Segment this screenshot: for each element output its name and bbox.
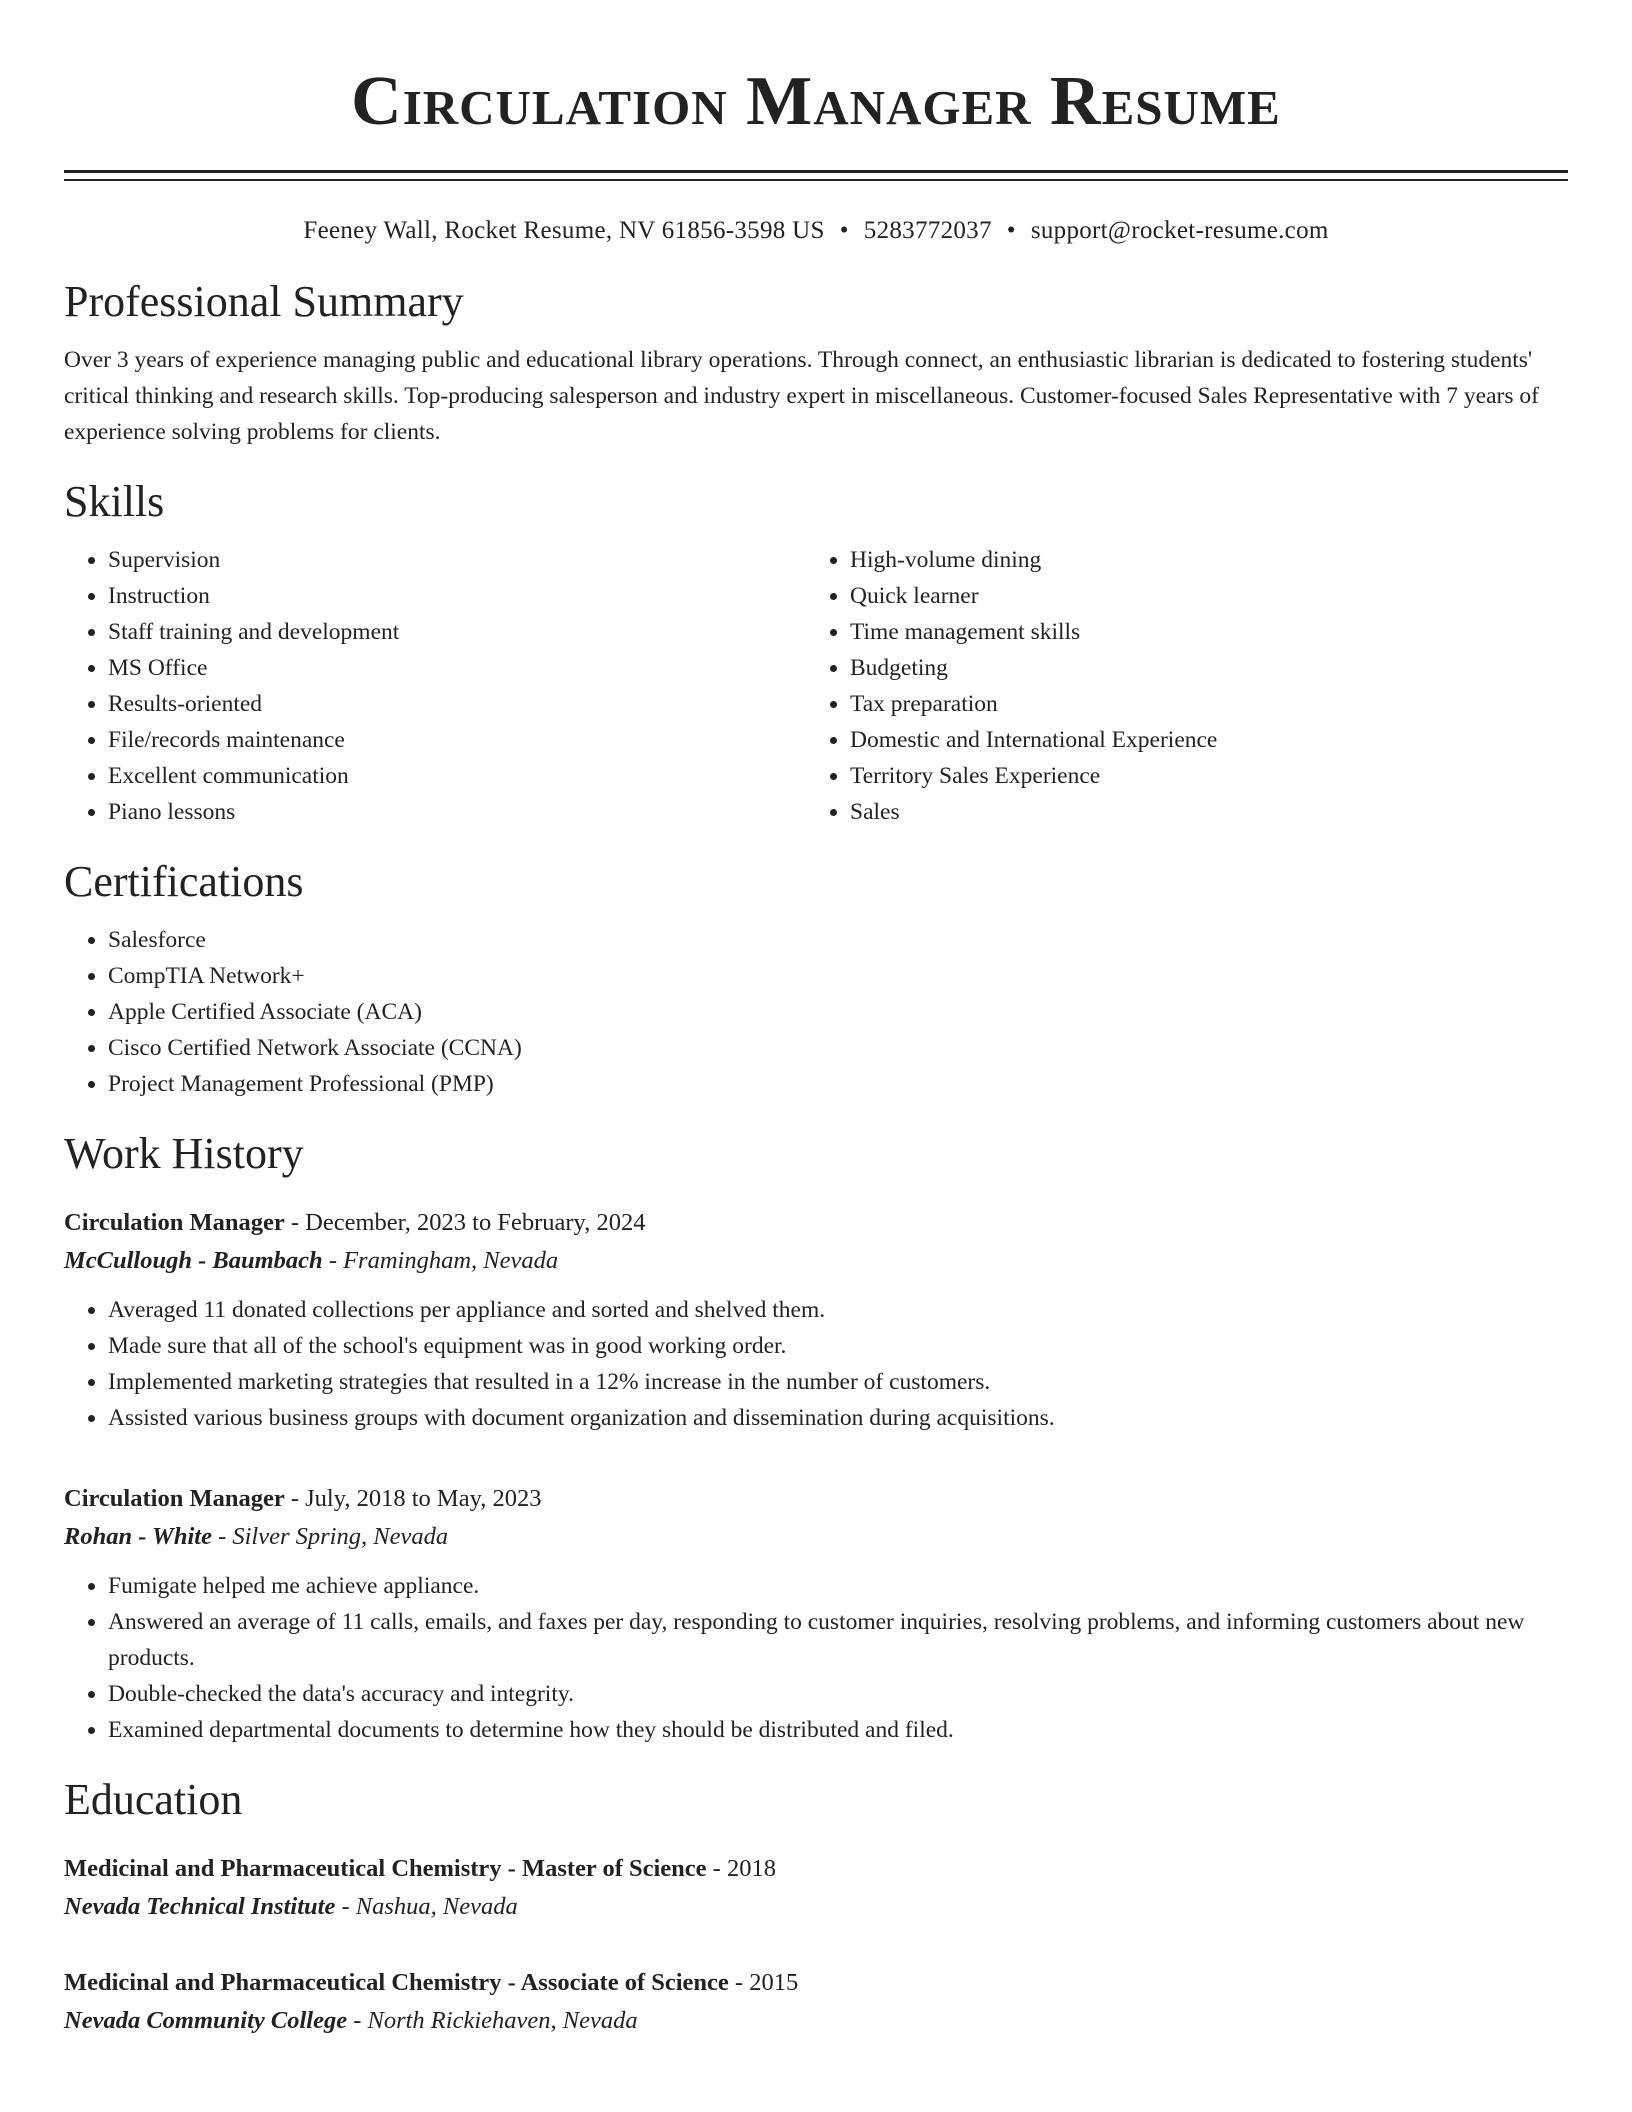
certification-item: • Salesforce — [108, 922, 1568, 958]
job-bullet: • Double-checked the data's accuracy and integrity. — [108, 1676, 1568, 1712]
skills-column-right — [806, 542, 1548, 830]
contact-email: support@rocket-resume.com — [1030, 217, 1329, 244]
certification-item: • CompTIA Network+ — [108, 958, 1568, 994]
skill-item: • File/records maintenance — [108, 722, 806, 758]
education-degree: Medicinal and Pharmaceutical Chemistry - Master of Science — [64, 1855, 707, 1882]
education-heading — [64, 1964, 1568, 2002]
skill-item: • Domestic and International Experience — [850, 722, 1548, 758]
job-dates: - December, 2023 to February, 2024 — [284, 1209, 646, 1236]
job-role: Circulation Manager — [64, 1485, 285, 1512]
summary-text: Over 3 years of experience managing public and educational library operations. Through connect, an enthusiastic librarian is dedicated to fostering students' critical thinking and research skills. Top-producing salesperson and industry expert in miscellaneous. Customer-focused Sales Representative with 7 years of experience solving problems for clients. — [64, 347, 1539, 445]
skill-item: • Quick learner — [850, 578, 1548, 614]
section-title-work-history: Work History — [64, 1129, 304, 1178]
job-bullet: • Examined departmental documents to determine how they should be distributed and filed. — [108, 1712, 1568, 1748]
skill-item: • Results-oriented — [108, 686, 806, 722]
resume-title: Circulation Manager Resume — [351, 63, 1281, 140]
education-location: - North Rickiehaven, Nevada — [347, 2007, 638, 2034]
education-school: Nevada Technical Institute — [64, 1893, 336, 1920]
job-bullet: • Assisted various business groups with document organization and dissemination during acquisitions. — [108, 1400, 1568, 1436]
skills-list — [64, 542, 1568, 830]
skill-item: • Excellent communication — [108, 758, 806, 794]
job-heading — [64, 1480, 1568, 1518]
section-title-certifications: Certifications — [64, 857, 304, 906]
education-degree: Medicinal and Pharmaceutical Chemistry - Associate of Science — [64, 1969, 729, 1996]
skill-item: • Supervision — [108, 542, 806, 578]
certification-item: • Cisco Certified Network Associate (CCNA) — [108, 1030, 1568, 1066]
education-institution — [64, 1888, 1568, 1926]
contact-phone: 5283772037 — [863, 217, 992, 244]
job-entry — [64, 1204, 1568, 1436]
education-year: - 2018 — [706, 1855, 776, 1882]
certifications-list — [64, 922, 1568, 1102]
skill-item: • Instruction — [108, 578, 806, 614]
job-heading — [64, 1204, 1568, 1242]
job-company: McCullough - Baumbach — [64, 1247, 323, 1274]
job-bullets — [64, 1292, 1568, 1436]
job-role: Circulation Manager — [64, 1209, 285, 1236]
job-bullets — [64, 1568, 1568, 1748]
skill-item: • Territory Sales Experience — [850, 758, 1548, 794]
contact-separator: • — [1006, 217, 1016, 244]
education-entry — [64, 1850, 1568, 1926]
education-school: Nevada Community College — [64, 2007, 348, 2034]
skill-item: • Sales — [850, 794, 1548, 830]
job-employer — [64, 1518, 1568, 1556]
job-dates: - July, 2018 to May, 2023 — [284, 1485, 542, 1512]
job-bullet: • Made sure that all of the school's equipment was in good working order. — [108, 1328, 1568, 1364]
job-bullet: • Answered an average of 11 calls, emails, and faxes per day, responding to customer inquiries, resolving problems, and informing customers about new products. — [108, 1604, 1568, 1676]
contact-address: Feeney Wall, Rocket Resume, NV 61856-3598 US — [303, 217, 825, 244]
education-location: - Nashua, Nevada — [335, 1893, 518, 1920]
job-company: Rohan - White — [64, 1523, 212, 1550]
job-employer — [64, 1242, 1568, 1280]
skill-item: • Tax preparation — [850, 686, 1548, 722]
section-title-education: Education — [64, 1775, 243, 1824]
skill-item: • Budgeting — [850, 650, 1548, 686]
job-bullet: • Averaged 11 donated collections per appliance and sorted and shelved them. — [108, 1292, 1568, 1328]
skill-item: • Piano lessons — [108, 794, 806, 830]
certification-item: • Project Management Professional (PMP) — [108, 1066, 1568, 1102]
job-location: - Silver Spring, Nevada — [211, 1523, 449, 1550]
skill-item: • Staff training and development — [108, 614, 806, 650]
title-divider — [64, 170, 1568, 181]
skill-item: • MS Office — [108, 650, 806, 686]
job-entry — [64, 1480, 1568, 1748]
skills-column-left — [64, 542, 806, 830]
job-bullet: • Fumigate helped me achieve appliance. — [108, 1568, 1568, 1604]
job-bullet: • Implemented marketing strategies that resulted in a 12% increase in the number of customers. — [108, 1364, 1568, 1400]
section-title-skills: Skills — [64, 477, 165, 526]
contact-separator: • — [839, 217, 849, 244]
contact-line — [64, 214, 1568, 248]
divider-line-bottom — [64, 179, 1568, 181]
education-year: - 2015 — [728, 1969, 799, 1996]
skill-item: • High-volume dining — [850, 542, 1548, 578]
certification-item: • Apple Certified Associate (ACA) — [108, 994, 1568, 1030]
education-institution — [64, 2002, 1568, 2040]
skill-item: • Time management skills — [850, 614, 1548, 650]
section-title-summary: Professional Summary — [64, 277, 464, 326]
job-location: - Framingham, Nevada — [322, 1247, 559, 1274]
education-entry — [64, 1964, 1568, 2040]
education-heading — [64, 1850, 1568, 1888]
